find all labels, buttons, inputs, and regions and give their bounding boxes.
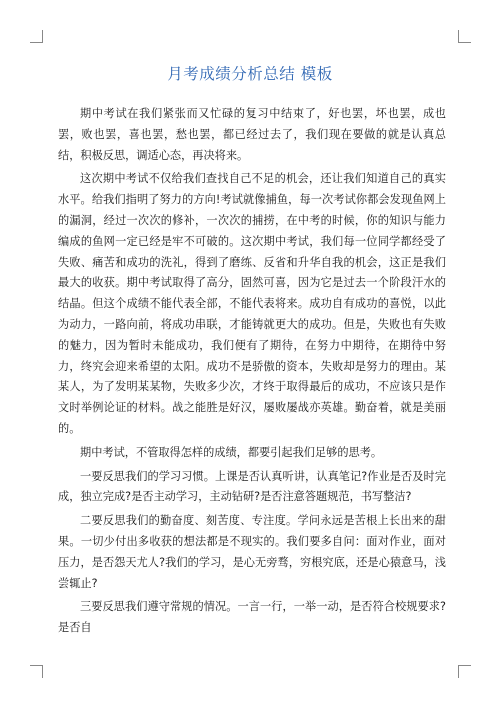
paragraph: 期中考试，不管取得怎样的成绩，都要引起我们足够的思考。 <box>80 445 383 459</box>
crop-mark-bottom-left <box>30 665 43 678</box>
crop-mark-top-right <box>458 30 471 43</box>
document-body <box>58 104 446 642</box>
crop-mark-bottom-right <box>458 665 471 678</box>
paragraph: 期中考试在我们紧张而又忙碌的复习中结束了，好也罢，坏也罢，成也罢，败也罢，喜也罢，愁也罢，都已经过去了，我们现在要做的就是认真总结，积极反思，调适心态，再决将来。 <box>58 107 446 162</box>
paragraph: 三要反思我们遵守常规的情况。一言一行，一举一动，是否符合校规要求?是否自 <box>58 600 446 635</box>
crop-mark-top-left <box>30 30 43 43</box>
paragraph: 二要反思我们的勤奋度、刻苦度、专注度。学问永远是苦根上长出来的甜果。一切少付出多收获的想法都是不现实的。我们要多自问：面对作业，面对压力，是否怨天尤人?我们的学习，是心无旁骛，穷根究底，还是心猿意马，浅尝辄止? <box>58 514 446 590</box>
document-title: 月考成绩分析总结 模板 <box>167 65 333 83</box>
paragraph: 这次期中考试不仅给我们查找自己不足的机会，还让我们知道自己的真实水平。给我们指明了努力的方向!考试就像捕鱼，每一次考试你都会发现鱼网上的漏洞，经过一次次的修补，一次次的捕捞，在中考的时候，你的知识与能力编成的鱼网一定已经是牢不可破的。这次期中考试，我们每一位同学都经受了失败、痛苦和成功的洗礼，得到了磨练、反省和升华自我的机会，这正是我们最大的收获。期中考试取得了高分，固然可喜，因为它是过去一个阶段汗水的结晶。但这个成绩不能代表全部，不能代表将来。成功自有成功的喜悦，以此为动力，一路向前，将成功串联，才能铸就更大的成功。但是，失败也有失败的魅力，因为暂时未能成功，我们便有了期待，在努力中期待，在期待中努力，终究会迎来希望的太阳。成功不是骄傲的资本，失败却是努力的理由。某某人，为了发明某某物，失败多少次，才终于取得最后的成功，不应该只是作文时举例论证的材料。战之能胜是好汉，屡败屡战亦英雄。勤奋着，就是美丽的。 <box>58 172 446 435</box>
paragraph: 一要反思我们的学习习惯。上课是否认真听讲，认真笔记?作业是否及时完成，独立完成?是否主动学习，主动钻研?是否注意答题规范，书写整洁? <box>58 469 446 504</box>
